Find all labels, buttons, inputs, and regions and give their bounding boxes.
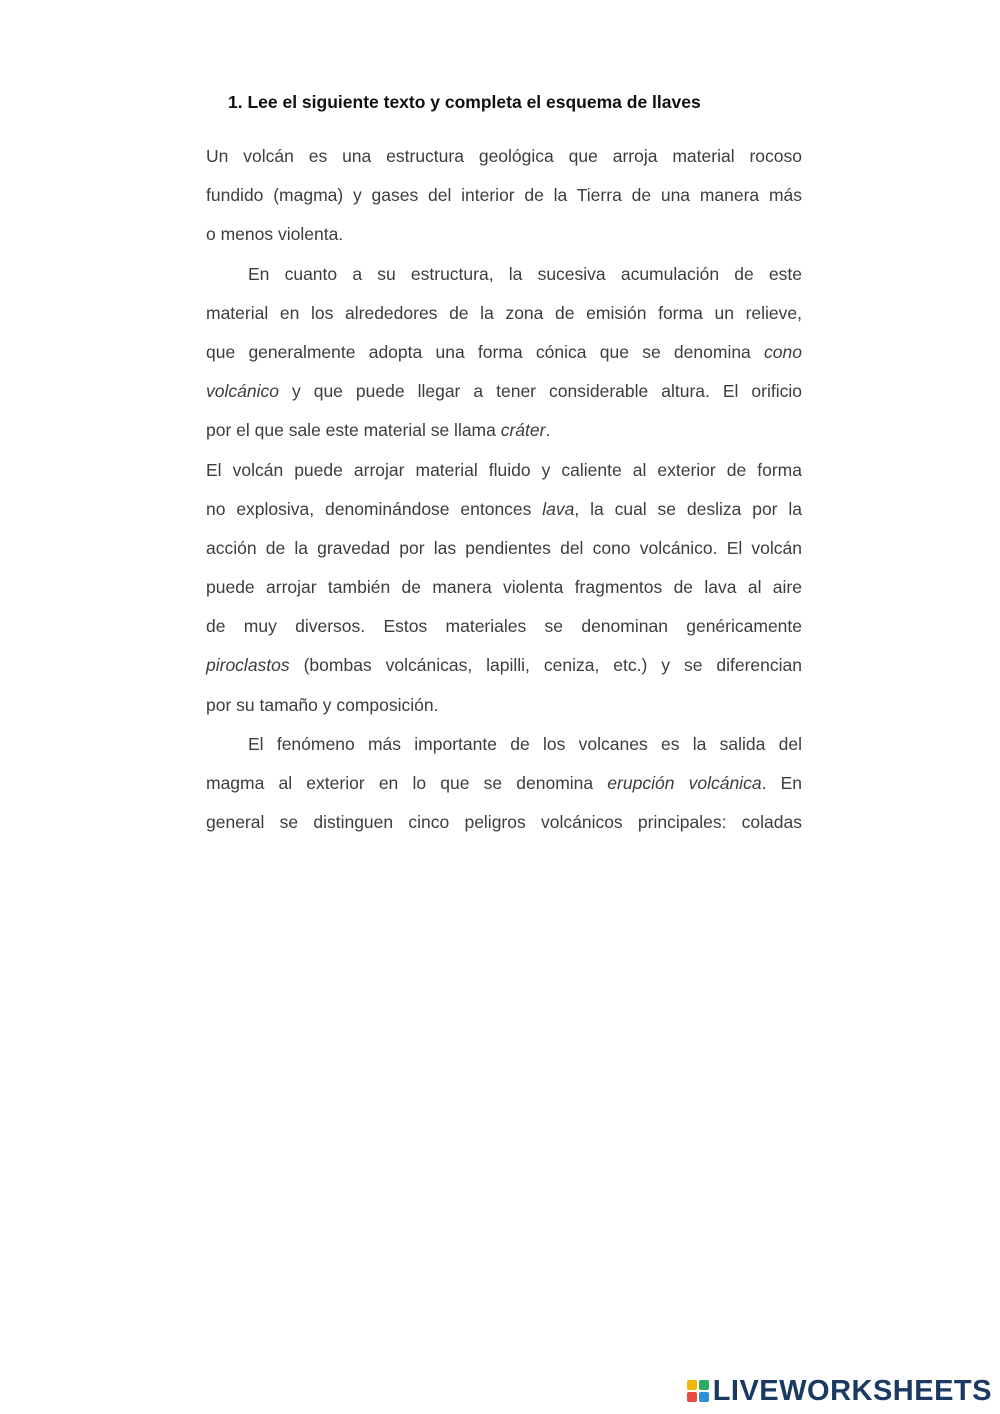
text-segment: . En	[761, 773, 802, 793]
text-segment: material en los alrededores de la zona de emisión forma un relieve,	[206, 302, 802, 323]
text-segment: fundido (magma) y gases del interior de la Tierra de una manera más	[206, 185, 802, 206]
italic-term: cráter	[500, 420, 546, 441]
text-line	[206, 490, 802, 529]
text-segment: por su tamaño y composición.	[206, 694, 439, 715]
liveworksheets-brand	[687, 1376, 992, 1406]
text-segment: que generalmente adopta una forma cónica que se denomina	[206, 341, 765, 362]
italic-term: erupción volcánica	[607, 773, 762, 793]
text-segment: por el que sale este material se llama	[206, 420, 501, 441]
text-line	[206, 411, 802, 450]
brand-name: LIVEWORKSHEETS	[712, 1375, 992, 1407]
text-segment: no explosiva, denominándose entonces	[206, 498, 543, 519]
text-line	[206, 176, 802, 215]
text-segment: Un volcán es una estructura geológica que arroja material rocoso	[206, 146, 802, 166]
text-line	[206, 686, 802, 725]
text-segment: general se distinguen cinco peligros volcánicos principales: coladas	[206, 812, 802, 833]
text-line	[206, 803, 802, 842]
text-line	[206, 568, 802, 607]
text-line	[206, 215, 802, 254]
italic-term: cono	[764, 341, 802, 362]
text-line	[206, 529, 802, 568]
text-segment: y que puede llegar a tener considerable altura. El orificio	[278, 381, 802, 402]
text-segment: magma al exterior en lo que se denomina	[206, 773, 608, 793]
text-line	[206, 137, 802, 176]
text-segment: puede arrojar también de manera violenta fragmentos de lava al aire	[206, 577, 802, 598]
text-line	[206, 764, 802, 803]
italic-term: piroclastos	[206, 655, 290, 676]
text-segment: El volcán puede arrojar material fluido y caliente al exterior de forma	[206, 459, 802, 480]
text-segment: (bombas volcánicas, lapilli, ceniza, etc.) y se diferencian	[289, 655, 802, 676]
text-segment: , la cual se desliza por la	[574, 498, 802, 519]
text-line	[206, 255, 802, 294]
text-segment: .	[545, 420, 551, 441]
italic-term: volcánico	[206, 381, 279, 402]
logo-square-red	[687, 1392, 697, 1402]
text-line	[206, 294, 802, 333]
exercise-heading: 1. Lee el siguiente texto y completa el esquema de llaves	[228, 92, 701, 112]
text-line	[206, 451, 802, 490]
text-segment: El fenómeno más importante de los volcanes es la salida del	[248, 733, 802, 754]
italic-term: lava	[542, 498, 575, 519]
text-line	[206, 646, 802, 685]
text-line	[206, 725, 802, 764]
logo-square-green	[699, 1380, 709, 1390]
reading-text	[206, 137, 802, 842]
text-segment: o menos violenta.	[206, 224, 344, 245]
logo-square-blue	[699, 1392, 709, 1402]
text-segment: de muy diversos. Estos materiales se denominan genéricamente	[206, 616, 802, 637]
text-segment: acción de la gravedad por las pendientes del cono volcánico. El volcán	[206, 537, 802, 558]
text-line	[206, 333, 802, 372]
text-line	[206, 607, 802, 646]
text-segment: En cuanto a su estructura, la sucesiva acumulación de este	[248, 263, 802, 284]
text-line	[206, 372, 802, 411]
liveworksheets-logo-icon	[687, 1380, 709, 1402]
logo-square-yellow	[687, 1380, 697, 1390]
